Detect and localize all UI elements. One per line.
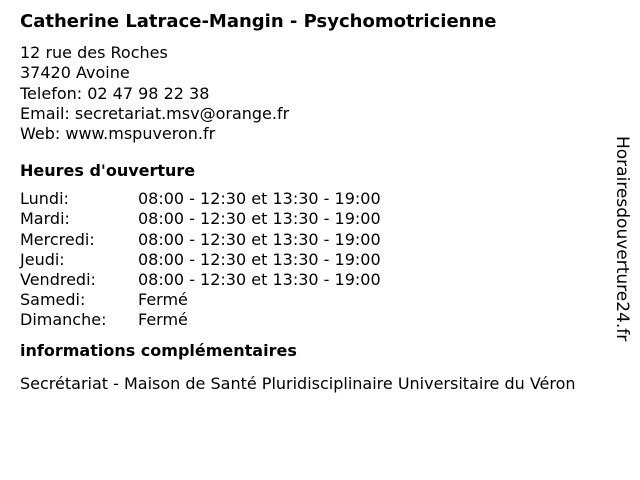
page-title: Catherine Latrace-Mangin - Psychomotricienne [20, 11, 497, 32]
phone-line: Telefon: 02 47 98 22 38 [20, 83, 210, 103]
address-block [20, 43, 610, 144]
day-label: Mardi: [20, 209, 70, 229]
street-address: 12 rue des Roches [20, 43, 168, 62]
hours-row-saturday [20, 290, 610, 310]
time-value: 08:00 - 12:30 et 13:30 - 19:00 [138, 249, 381, 269]
hours-row-thursday [20, 250, 610, 270]
hours-row-monday [20, 189, 610, 209]
hours-row-wednesday [20, 230, 610, 250]
time-value: 08:00 - 12:30 et 13:30 - 19:00 [138, 270, 381, 289]
opening-hours-table [20, 189, 610, 330]
time-value: 08:00 - 12:30 et 13:30 - 19:00 [138, 229, 381, 249]
watermark-text: Horairesdouverture24.fr [612, 136, 632, 342]
hours-row-sunday [20, 310, 610, 330]
additional-info-heading: informations complémentaires [20, 340, 297, 360]
day-label: Dimanche: [20, 310, 107, 330]
time-value: Fermé [138, 310, 188, 330]
day-label: Samedi: [20, 290, 86, 310]
time-value: Fermé [138, 290, 188, 310]
day-label: Mercredi: [20, 229, 95, 249]
email-line: Email: secretariat.msv@orange.fr [20, 103, 290, 123]
hours-row-tuesday [20, 209, 610, 229]
time-value: 08:00 - 12:30 et 13:30 - 19:00 [138, 209, 381, 229]
additional-info-text: Secrétariat - Maison de Santé Pluridisciplinaire Universitaire du Véron [20, 373, 576, 393]
day-label: Lundi: [20, 189, 69, 209]
city-postcode: 37420 Avoine [20, 63, 130, 83]
day-label: Jeudi: [20, 249, 65, 269]
website-line: Web: www.mspuveron.fr [20, 124, 216, 143]
business-card [20, 10, 610, 394]
day-label: Vendredi: [20, 270, 96, 289]
time-value: 08:00 - 12:30 et 13:30 - 19:00 [138, 189, 381, 209]
hours-row-friday [20, 270, 610, 290]
opening-hours-heading: Heures d'ouverture [20, 161, 196, 181]
